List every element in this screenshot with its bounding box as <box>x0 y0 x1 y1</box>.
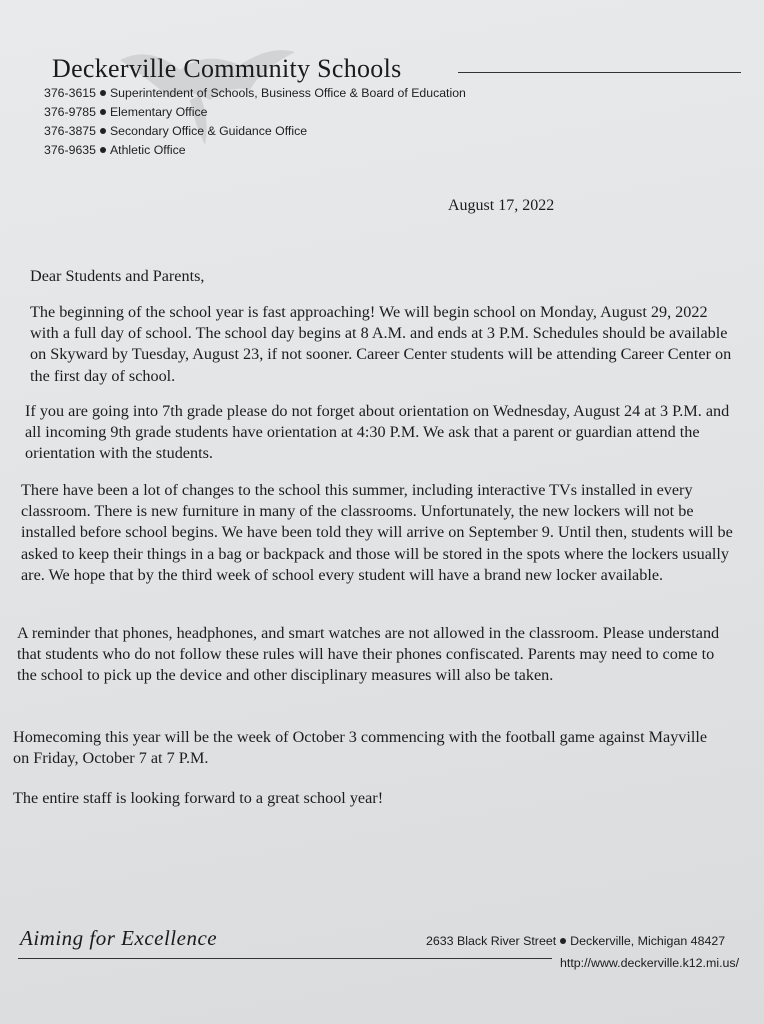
paragraph-homecoming: Homecoming this year will be the week of October 3 commencing with the football game against Mayville on Friday, October 7 at 7 P.M. <box>13 728 708 768</box>
bullet-icon <box>100 147 106 153</box>
paragraph-building-changes: There have been a lot of changes to the school this summer, including interactive TVs installed in every classroom. There is new furniture in many of the classrooms. Unfortunately, the new lockers will not be installed before school begins. We have been told they will arrive on September 9. Until then, students will be asked to keep their things in a bag or backpack and those will be stored in the spots where the lockers usually are. We hope that by the third week of school every student will have a brand new locker available. <box>21 481 733 584</box>
bullet-icon <box>100 128 106 134</box>
phone-number: 376-9785 <box>44 105 96 119</box>
footer-motto: Aiming for Excellence <box>20 926 218 950</box>
contact-list <box>44 84 466 160</box>
office-name: Superintendent of Schools, Business Office & Board of Education <box>109 86 466 100</box>
paragraph-school-start: The beginning of the school year is fast approaching! We will begin school on Monday, August 29, 2022 with a full day of school. The school day begins at 8 A.M. and ends at 3 P.M. Schedules should be available on Skyward by Tuesday, August 23, if not sooner. Career Center students will be attending Career Center on the first day of school. <box>30 303 732 385</box>
header-rule <box>458 72 741 73</box>
contact-line <box>44 141 466 160</box>
office-name: Elementary Office <box>109 105 208 119</box>
contact-line <box>44 84 466 103</box>
phone-number: 376-3615 <box>44 86 96 100</box>
office-name: Athletic Office <box>109 143 186 157</box>
paragraph-closing: The entire staff is looking forward to a great school year! <box>13 789 384 807</box>
paragraph-phone-policy: A reminder that phones, headphones, and smart watches are not allowed in the classroom. Please understand that students who do not follow these rules will have their phones confiscated. Parents may need to come to the school to pick up the device and other disciplinary measures will also be taken. <box>17 624 720 685</box>
website-link[interactable]: http://www.deckerville.k12.mi.us/ <box>560 956 740 970</box>
bullet-icon <box>100 90 106 96</box>
footer-rule <box>18 958 552 959</box>
contact-line <box>44 122 466 141</box>
street-address: 2633 Black River Street <box>426 934 557 948</box>
city-state-zip: Deckerville, Michigan 48427 <box>570 934 726 948</box>
bullet-icon <box>100 109 106 115</box>
paragraph-orientation: If you are going into 7th grade please do not forget about orientation on Wednesday, August 24 at 3 P.M. and all incoming 9th grade students have orientation at 4:30 P.M. We ask that a parent or guardian attend the orientation with the students. <box>25 402 730 463</box>
bullet-icon <box>560 938 566 944</box>
office-name: Secondary Office & Guidance Office <box>109 124 308 138</box>
phone-number: 376-9635 <box>44 143 96 157</box>
footer-address <box>426 934 725 948</box>
school-name: Deckerville Community Schools <box>52 54 402 83</box>
contact-line <box>44 103 466 122</box>
phone-number: 376-3875 <box>44 124 96 138</box>
letter-date: August 17, 2022 <box>448 197 555 214</box>
salutation: Dear Students and Parents, <box>30 267 205 285</box>
